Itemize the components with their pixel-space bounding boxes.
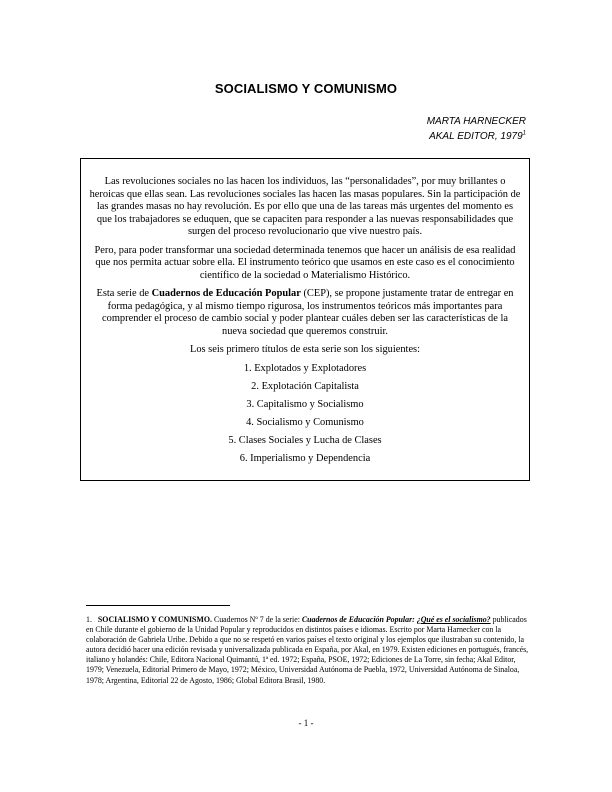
intro-paragraph-1: Las revoluciones sociales no las hacen los individuos, las “personalidades”, por muy brillantes o heroicas que ellas sean. Las revoluciones sociales las hacen las masas populares. Sin la participación de las grandes masas no hay revolución. Es por ello que una de las tareas más urgentes del momento es que los trabajadores se eduquen, que se capaciten para responder a las nuevas responsabilidades que surgen del proceso revolucionario que vive nuestro país. [89, 176, 521, 237]
list-item: 2. Explotación Capitalista [251, 380, 359, 392]
intro-box [80, 158, 530, 481]
footnote-series: Cuadernos de Educación Popular: [301, 615, 417, 624]
author-block [427, 114, 526, 144]
series-titles-list [89, 360, 521, 468]
footnote [86, 615, 532, 686]
intro-paragraph-2: Pero, para poder transformar una sociedad determinada tenemos que hacer un análisis de esa realidad que nos permita actuar sobre ella. El instrumento teórico que usamos en este caso es el conocimiento científico de la sociedad o Materialismo Histórico. [94, 244, 516, 281]
list-item: 6. Imperialismo y Dependencia [239, 452, 371, 464]
author-name: MARTA HARNECKER [426, 116, 526, 127]
list-item: 3. Capitalismo y Socialismo [246, 398, 364, 410]
intro-paragraph-3 [89, 288, 521, 338]
paragraph-3-start: Esta serie de [96, 288, 152, 299]
footnote-question: ¿Qué es el socialismo? [416, 615, 491, 624]
footnote-text-1: Cuadernos Nº 7 de la serie: [211, 615, 302, 624]
paragraph-3-end: (CEP), se propone justamente tratar de entregar en forma pedagógica, y al mismo tiempo rigurosa, los instrumentos teóricos más importantes para comprender el proceso de cambio social y poder plantear cuáles deben ser las características de la nueva sociedad que queremos construir. [102, 288, 514, 337]
document-title: SOCIALISMO Y COMUNISMO [214, 81, 398, 96]
list-item: 4. Socialismo y Comunismo [246, 416, 364, 428]
footnote-number: 1. [86, 615, 92, 624]
footnote-separator [86, 605, 230, 606]
list-item: 1. Explotados y Explotadores [243, 362, 367, 374]
series-name: Cuadernos de Educación Popular [151, 288, 301, 299]
footnote-reference[interactable]: 1 [522, 130, 526, 137]
page-number: - 1 - [298, 718, 314, 728]
list-intro: Los seis primero títulos de esta serie son los siguientes: [189, 344, 420, 355]
publisher-line [427, 129, 526, 144]
footnote-title: SOCIALISMO Y COMUNISMO. [97, 615, 212, 624]
list-item: 5. Clases Sociales y Lucha de Clases [228, 434, 382, 446]
footnote-text-2: publicados en Chile durante el gobierno de la Unidad Popular y reproducidos en distintos países e idiomas. Escrito por Marta Harnecker con la colaboración de Gabriela Uribe. Debido a que no se respetó en varios países el texto original y los ejemplos que ilustraban su contenido, la autora decidió hacer una edición revisada y universalizada publicada en España, por Akal, en 1979. Existen ediciones en portugués, francés, italiano y holandés: Chile, Editora Nacional Quimantú, 1ª ed. 1972; España, PSOE, 1972; Ediciones de La Torre, sin fecha; Akal Editor, 1979; Venezuela, Editorial Primero de Mayo, 1972; México, Universidad Autónoma de Puebla, 1972, Universidad Autónoma de Sinaloa, 1978; Argentina, Editorial 22 de Agosto, 1986; Global Editora Brasil, 1980. [86, 615, 529, 685]
publisher-text: AKAL EDITOR, 1979 [429, 131, 523, 142]
